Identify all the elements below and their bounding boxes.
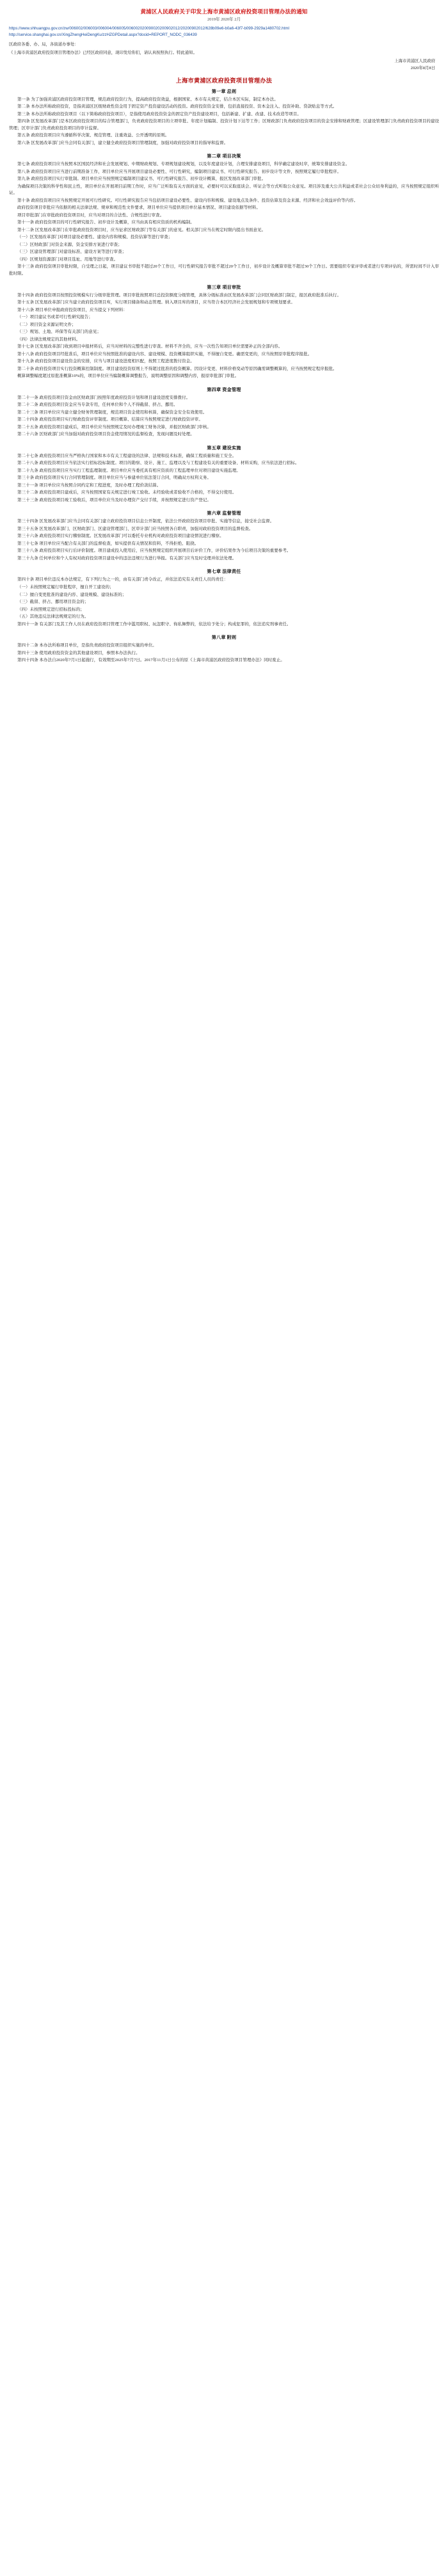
article-paragraph: （三）截留、挤占、挪用项目资金的； bbox=[17, 600, 89, 605]
article-paragraph: （四）区规划资源部门对项目选址、用地等进行审查。 bbox=[17, 257, 118, 262]
header-title: 黄浦区人民政府关于印发上海市黄浦区政府投资项目管理办法的通知 bbox=[140, 8, 308, 15]
article-paragraph: 第十八条 政府投资项目经批准后，项目单位应当按照批准的建设内容、建设规模、投资概算组织实施，不得擅自变更。确需变更的，应当按照原审批程序报批。 bbox=[17, 351, 312, 356]
article-paragraph: （一）项目建议书或者可行性研究报告； bbox=[17, 315, 93, 320]
chapter-heading: 第一章 总则 bbox=[211, 88, 237, 94]
article-paragraph: 第八条 政府投资项目应当进行前期准备工作，项目单位应当开展项目建设必要性、可行性研究，编制项目建议书、可行性研究报告、初步设计等文件，按照规定履行审批程序。 bbox=[17, 169, 342, 174]
signature-date: 2020年8月8日 bbox=[410, 65, 435, 70]
article-paragraph: 第六条 区发展改革部门应当会同有关部门，建立健全政府投资项目管理制度，加强对政府投资项目的指导和监督。 bbox=[17, 140, 228, 145]
article-paragraph: （二）区财政部门对资金来源、资金安排方案进行审查； bbox=[17, 242, 122, 247]
section-divider bbox=[9, 278, 439, 280]
chapter-heading: 第五章 建设实施 bbox=[207, 445, 241, 451]
chapter-heading: 第七章 法律责任 bbox=[207, 569, 241, 575]
document-header bbox=[9, 5, 439, 24]
article-paragraph: （三）规划、土地、环保等有关部门的意见； bbox=[17, 330, 101, 335]
article-paragraph: 政府投资项目审批应当依据的相关法律法规、规章和规范性文件要求，项目单位应当提供项目单位基本情况、项目建设依据等材料。 bbox=[17, 205, 260, 211]
article-paragraph: （一）未按照规定履行审批程序，擅自开工建设的； bbox=[17, 585, 114, 589]
article-paragraph: 概算调整幅度超过原批准概算10%的，项目单位应当编制概算调整报告，说明调整原因和调整内容，报原审批部门审批。 bbox=[17, 374, 239, 379]
article-paragraph: （四）未按照规定进行招标投标的； bbox=[17, 607, 84, 612]
article-paragraph: 第一条 为了加强黄浦区政府投资项目管理，规范政府投资行为，提高政府投资效益，根据国家、本市有关规定，结合本区实际，制定本办法。 bbox=[17, 97, 278, 102]
article-paragraph: 第十二条 区发展改革部门在审批政府投资项目时，应当征求区财政部门等有关部门的意见。相关部门应当在规定时限内提出书面意见。 bbox=[17, 227, 266, 232]
source-links bbox=[9, 24, 439, 40]
notice-body: 《上海市黄浦区政府投资项目管理办法》已经区政府同意，现印发给你们，请认真按照执行。特此通知。 bbox=[9, 50, 197, 55]
article-paragraph: 第五条 政府投资项目应当遵循科学决策、规范管理、注重效益、公开透明的原则。 bbox=[17, 133, 170, 138]
article-paragraph: 第二十三条 项目单位应当建立健全财务管理制度，规范项目资金使用和核算，确保资金安全有效使用。 bbox=[17, 410, 207, 415]
article-paragraph: 第二十二条 政府投资项目资金应当专款专用，任何单位和个人不得截留、挤占、挪用。 bbox=[17, 403, 178, 408]
article-paragraph: 第十条 政府投资项目应当按照规定开展可行性研究。可行性研究报告应当包括项目建设必要性、建设内容和规模、建设地点及条件、投资估算及资金来源、经济和社会效益评价等内容。 bbox=[17, 198, 358, 203]
article-paragraph: 第二十九条 政府投资项目应当实行工程监理制度。项目单位应当委托具有相应资质的工程监理单位对项目建设实施监理。 bbox=[17, 468, 241, 473]
article-paragraph: 第十九条 政府投资项目建设资金的安排，应当与项目建设进度相匹配，按照工程进度拨付资金。 bbox=[17, 359, 195, 364]
article-paragraph: 第十六条 项目单位申报政府投资项目，应当提交下列材料： bbox=[17, 307, 127, 312]
article-paragraph: 第四十四条 本办法自2020年7月1日起施行，有效期至2025年7月7日。2017年11月1日公布的原《上海市黄浦区政府投资项目管理办法》同时废止。 bbox=[17, 658, 285, 663]
chapter-heading: 第六章 监督管理 bbox=[207, 511, 241, 516]
header-date: 2019年 2020年 2月 bbox=[207, 17, 241, 22]
article-paragraph: 第四十三条 使用政府投资资金的其他建设项目，参照本办法执行。 bbox=[17, 650, 140, 655]
article-paragraph: 第三十七条 项目单位应当配合有关部门的监督检查，如实提供有关情况和资料，不得拒绝、阻挠。 bbox=[17, 541, 199, 546]
article-paragraph: 第二十七条 政府投资项目应当严格执行国家和本市有关工程建设的法律、法规和技术标准，确保工程质量和施工安全。 bbox=[17, 453, 237, 458]
article-paragraph: （一）区发展改革部门对项目建设必要性、建设内容和规模、投资估算等进行审查； bbox=[17, 235, 173, 240]
chapter-heading: 第三章 项目审批 bbox=[207, 284, 241, 290]
article-paragraph: 第二十五条 政府投资项目建成后，项目单位应当按照规定及时办理竣工财务决算，并报区财政部门审核。 bbox=[17, 424, 211, 429]
section-divider bbox=[9, 381, 439, 383]
article-paragraph: （三）区建设管理部门对建设标准、建设方案等进行审查； bbox=[17, 250, 127, 255]
article-paragraph: 项目审批部门在审批政府投资项目时，应当对项目的合法性、合规性进行审查。 bbox=[17, 212, 164, 218]
article-paragraph: 第二条 本办法所称政府投资，是指黄浦区区级财政性资金用于固定资产投资建设活动的投资。政府投资资金安排，包括直接投资、资本金注入、投资补助、贷款贴息等方式。 bbox=[17, 104, 337, 109]
section-divider bbox=[9, 439, 439, 441]
article-paragraph: 第三十六条 政府投资项目实行稽察制度。区发展改革部门可以委托专业机构对政府投资项目建设情况进行稽察。 bbox=[17, 534, 224, 539]
article-paragraph: 第十一条 政府投资项目的可行性研究报告、初步设计及概算，应当由具有相应资质的机构编制。 bbox=[17, 220, 195, 225]
article-paragraph: 第三十五条 区发展改革部门、区财政部门、区建设管理部门、区审计部门应当按照各自职责，加强对政府投资项目的监督检查。 bbox=[17, 526, 253, 531]
article-paragraph: 第三十条 政府投资项目实行合同管理制度。项目单位应当与参建单位依法签订合同，明确双方权利义务。 bbox=[17, 476, 211, 481]
section-divider bbox=[9, 628, 439, 630]
article-paragraph: 第二十一条 政府投资项目资金由区财政部门按照年度政府投资计划和项目建设进度安排拨付。 bbox=[17, 395, 191, 400]
article-paragraph: 第四十条 项目单位违反本办法规定，有下列行为之一的，由有关部门责令改正，并依法追究有关责任人员的责任： bbox=[17, 577, 228, 582]
article-paragraph: 第四条 区发展改革部门是本区政府投资项目的综合管理部门，负责政府投资项目的立项审批、年度计划编制、投资计划下达等工作；区财政部门负责政府投资项目的资金安排和财政管理；区建设管理部门负责政府投资项目的建设管理；区审计部门负责政府投资项目的审计监督。 bbox=[9, 119, 439, 131]
article-paragraph: 第三十三条 政府投资项目竣工验收后，项目单位应当及时办理资产交付手续，并按照规定进行资产登记。 bbox=[17, 497, 211, 502]
chapter-heading: 第二章 项目决策 bbox=[207, 154, 241, 159]
notice-meta bbox=[9, 42, 439, 56]
article-paragraph: 第七条 政府投资项目应当按照本区国民经济和社会发展规划、中期财政规划、专项规划建设规划，以及年度建设计划，合理安排建设项目，科学确定建设时序，统筹安排建设资金。 bbox=[17, 162, 350, 167]
article-paragraph: 第二十条 政府投资项目实行投资概算控制制度。项目建设投资原则上不得超过批准的投资概算。因设计变更、材料价格变动等原因确需调整概算的，应当按照规定程序报批。 bbox=[17, 366, 337, 371]
chapter-heading: 第四章 资金管理 bbox=[207, 387, 241, 392]
article-paragraph: 第十三条 政府投资项目审批时限，自受理之日起，项目建议书审批不超过20个工作日，可行性研究报告审批不超过20个工作日，初步设计及概算审批不超过30个工作日。需要组织专家评审或者进行专项评估的，所需时间不计入审批时限。 bbox=[9, 264, 439, 276]
chapter-heading: 第八章 附则 bbox=[211, 635, 237, 641]
article-paragraph: 第三十八条 政府投资项目实行后评价制度。项目建成投入使用后，应当按照规定组织开展项目后评价工作，评价结果作为今后项目决策的重要参考。 bbox=[17, 548, 291, 554]
source-link-1[interactable]: https://www.shhuangpu.gov.cn/zw/006002/006003/006004/006005/006002020090020200902012/20200902012/628b09e6-b0a6-43f7-b099-2929a1480702.html bbox=[9, 26, 289, 31]
article-paragraph: 第十七条 区发展改革部门收到项目申报材料后，应当对材料的完整性进行审查。材料不齐全的，应当一次性告知项目单位需要补正的全部内容。 bbox=[17, 344, 283, 349]
article-paragraph: 第三十二条 政府投资项目建成后，应当按照国家有关规定进行竣工验收。未经验收或者验收不合格的，不得交付使用。 bbox=[17, 490, 237, 495]
article-paragraph: 第三十九条 任何单位和个人有权对政府投资项目建设中的违法违规行为进行举报。有关部门应当及时受理并依法处理。 bbox=[17, 556, 237, 561]
article-paragraph: 第九条 政府投资项目实行审批制。项目单位应当按照规定编制项目建议书、可行性研究报告、初步设计概算，报区发展改革部门审批。 bbox=[17, 177, 266, 182]
article-paragraph: （五）其他违反法律法规规定的行为。 bbox=[17, 614, 89, 620]
article-paragraph: 第十五条 区发展改革部门应当建立政府投资项目库，实行项目储备和动态管理。纳入项目库的项目，应当符合本区经济社会发展规划和专项规划要求。 bbox=[17, 300, 295, 305]
article-paragraph: 第三条 本办法所称政府投资项目（以下简称政府投资项目），是指使用政府投资资金的固定资产投资建设项目，包括新建、扩建、改建、技术改造等项目。 bbox=[17, 111, 301, 116]
article-paragraph: 第三十一条 项目单位应当按照合同约定和工程进度，及时办理工程价款结算。 bbox=[17, 483, 161, 488]
article-paragraph: （四）法律法规规定的其他材料。 bbox=[17, 337, 81, 342]
article-paragraph: 第二十四条 政府投资项目实行财政投资评审制度。项目概算、结算应当按照规定进行财政投资评审。 bbox=[17, 417, 203, 422]
section-divider bbox=[9, 147, 439, 149]
document-sections bbox=[9, 88, 439, 667]
section-divider bbox=[9, 563, 439, 564]
article-paragraph: （二）擅自变更批准的建设内容、建设规模、建设标准的； bbox=[17, 592, 127, 597]
article-paragraph: （二）项目资金来源证明文件； bbox=[17, 322, 76, 327]
article-paragraph: 第十四条 政府投资项目按照投资规模实行分级审批管理。项目审批按照项目总投资额度分级管理，具体分级标准由区发展改革部门会同区财政部门制定，报区政府批准后执行。 bbox=[17, 292, 342, 298]
footer-spacer bbox=[9, 667, 439, 673]
signature-block bbox=[9, 58, 439, 72]
article-paragraph: 第二十六条 区财政部门应当加强对政府投资项目资金使用情况的监督检查，发现问题及时处理。 bbox=[17, 432, 195, 437]
page-title: 上海市黄浦区政府投资项目管理办法 bbox=[175, 77, 273, 84]
section-divider bbox=[9, 504, 439, 506]
source-link-2[interactable]: http://service.shanghai.gov.cn/XingZhengHeiDengKu/zzHZGPDetail.aspx?docid=REPORT_NODC_036439 bbox=[9, 32, 197, 37]
article-paragraph: 第四十一条 有关部门及其工作人员在政府投资项目管理工作中滥用职权、玩忽职守、徇私舞弊的，依法给予处分；构成犯罪的，依法追究刑事责任。 bbox=[17, 621, 291, 627]
signature-org: 上海市黄浦区人民政府 bbox=[394, 58, 435, 63]
notice-recipients: 区政府各委、办、局，各街道办事处： bbox=[9, 42, 79, 47]
article-paragraph: 第三十四条 区发展改革部门应当会同有关部门建立政府投资项目信息公开制度，依法公开政府投资项目审批、实施等信息，接受社会监督。 bbox=[17, 519, 275, 524]
article-paragraph: 为确保项目决策的科学性和民主性，项目单位在开展项目前期工作时，应当广泛听取有关方面的意见，必要时可以采取座谈会、听证会等方式听取公众意见。项目涉及重大公共利益或者社会公众切身利益的，应当按照规定组织听证。 bbox=[9, 184, 439, 196]
document-page bbox=[0, 0, 448, 686]
article-paragraph: 第二十八条 政府投资项目应当依法实行招标投标制度。项目的勘察、设计、施工、监理以及与工程建设有关的重要设备、材料采购，应当依法进行招标。 bbox=[17, 461, 300, 466]
article-paragraph: 第四十二条 本办法所称项目单位，是指负责政府投资项目组织实施的单位。 bbox=[17, 643, 157, 648]
